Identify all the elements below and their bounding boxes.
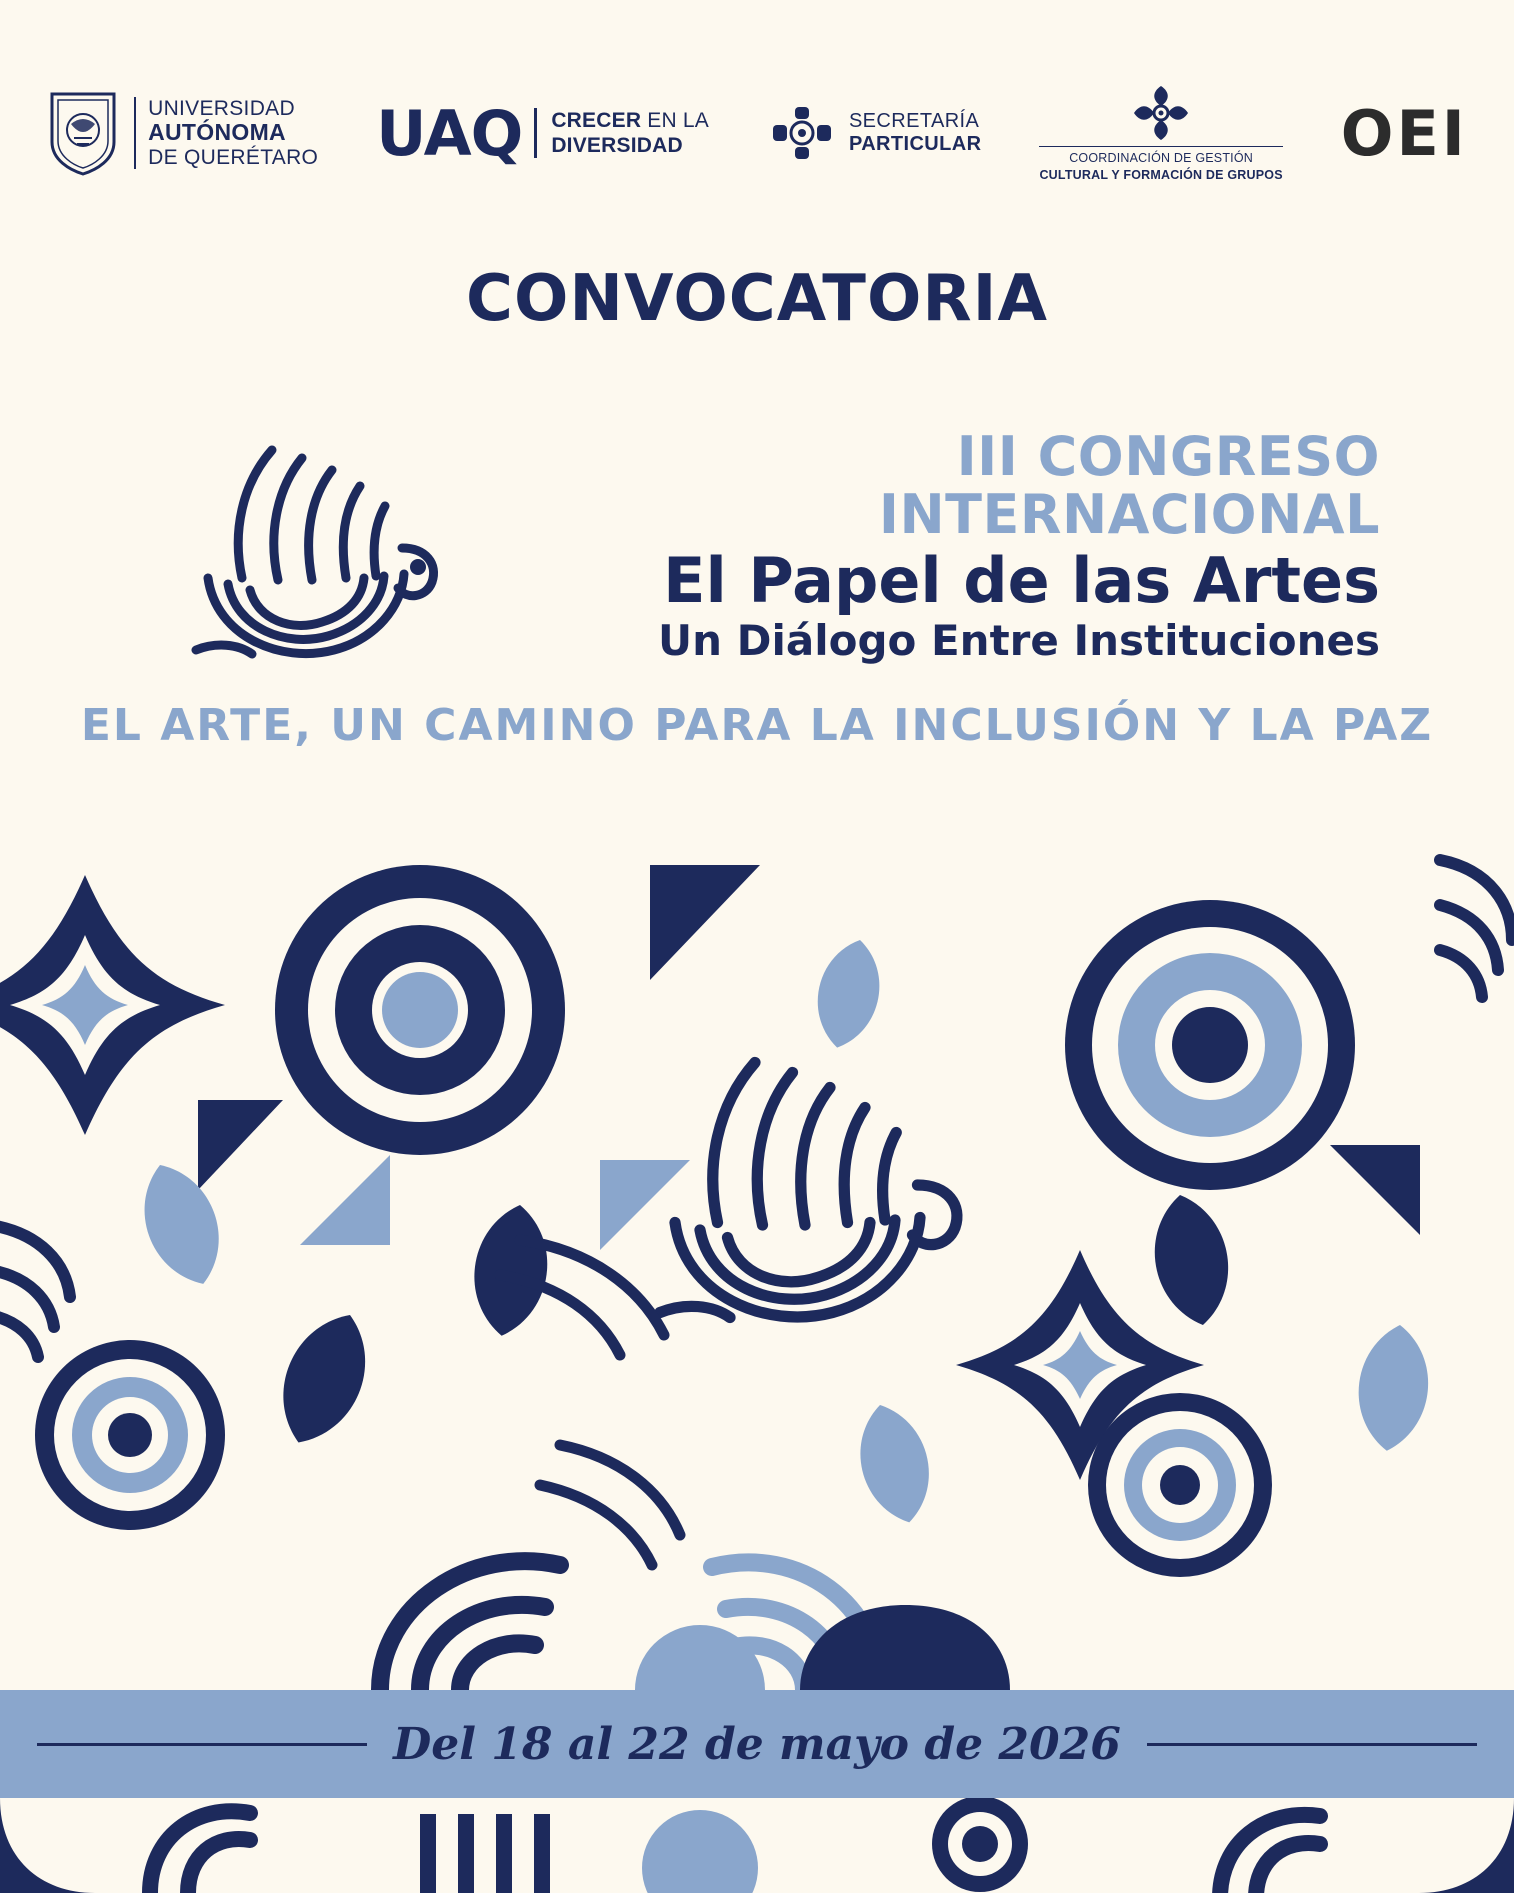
logo-secretaria-particular: [767, 105, 982, 161]
coordinacion-line1: COORDINACIÓN DE GESTIÓN: [1069, 151, 1253, 166]
date-rule-left: [37, 1743, 367, 1746]
bird-logo-icon: [180, 428, 450, 678]
congress-line-3: Un Diálogo Entre Instituciones: [657, 615, 1380, 665]
congress-title-text: [450, 418, 1380, 666]
congress-title-block: [180, 418, 1380, 678]
crecer-line1-reg: EN LA: [641, 108, 709, 132]
secretaria-line1: SECRETARÍA: [848, 110, 980, 132]
logo-coordinacion-gestion: [1039, 82, 1282, 184]
event-dates: Del 18 al 22 de mayo de 2026: [393, 1718, 1121, 1770]
page-title: CONVOCATORIA: [466, 262, 1048, 336]
congress-tagline: EL ARTE, UN CAMINO PARA LA INCLUSIÓN Y LA PAZ: [80, 700, 1434, 751]
congress-line-2: El Papel de las Artes: [663, 543, 1380, 617]
logo-oei: OEI: [1340, 96, 1468, 170]
uaq-wordmark: [134, 97, 318, 170]
secretaria-line2: PARTICULAR: [848, 133, 982, 155]
date-band: [0, 1690, 1514, 1798]
crecer-wordmark: [534, 108, 709, 158]
coordinacion-gestion-icon: [1130, 82, 1192, 144]
uaq-shield-icon: [46, 90, 120, 176]
logo-uaq-crecer: [376, 97, 709, 170]
uaq-line2: AUTÓNOMA: [148, 119, 286, 146]
logo-uaq: [46, 90, 318, 176]
secretaria-particular-icon: [767, 105, 837, 161]
date-band-inner: [0, 1719, 1514, 1770]
coordinacion-wordmark: [1039, 146, 1282, 184]
crecer-line2: DIVERSIDAD: [551, 134, 683, 157]
sponsor-logo-bar: [0, 78, 1514, 188]
coordinacion-line2: CULTURAL Y FORMACIÓN DE GRUPOS: [1039, 168, 1283, 182]
secretaria-wordmark: [849, 110, 982, 156]
uaq-line1: UNIVERSIDAD: [148, 96, 295, 120]
crecer-line1-bold: CRECER: [551, 108, 642, 132]
date-rule-right: [1147, 1743, 1477, 1746]
uaq-acronym: UAQ: [376, 96, 523, 170]
uaq-line3: DE QUERÉTARO: [148, 145, 319, 169]
congress-line-1: III CONGRESO INTERNACIONAL: [878, 425, 1380, 547]
